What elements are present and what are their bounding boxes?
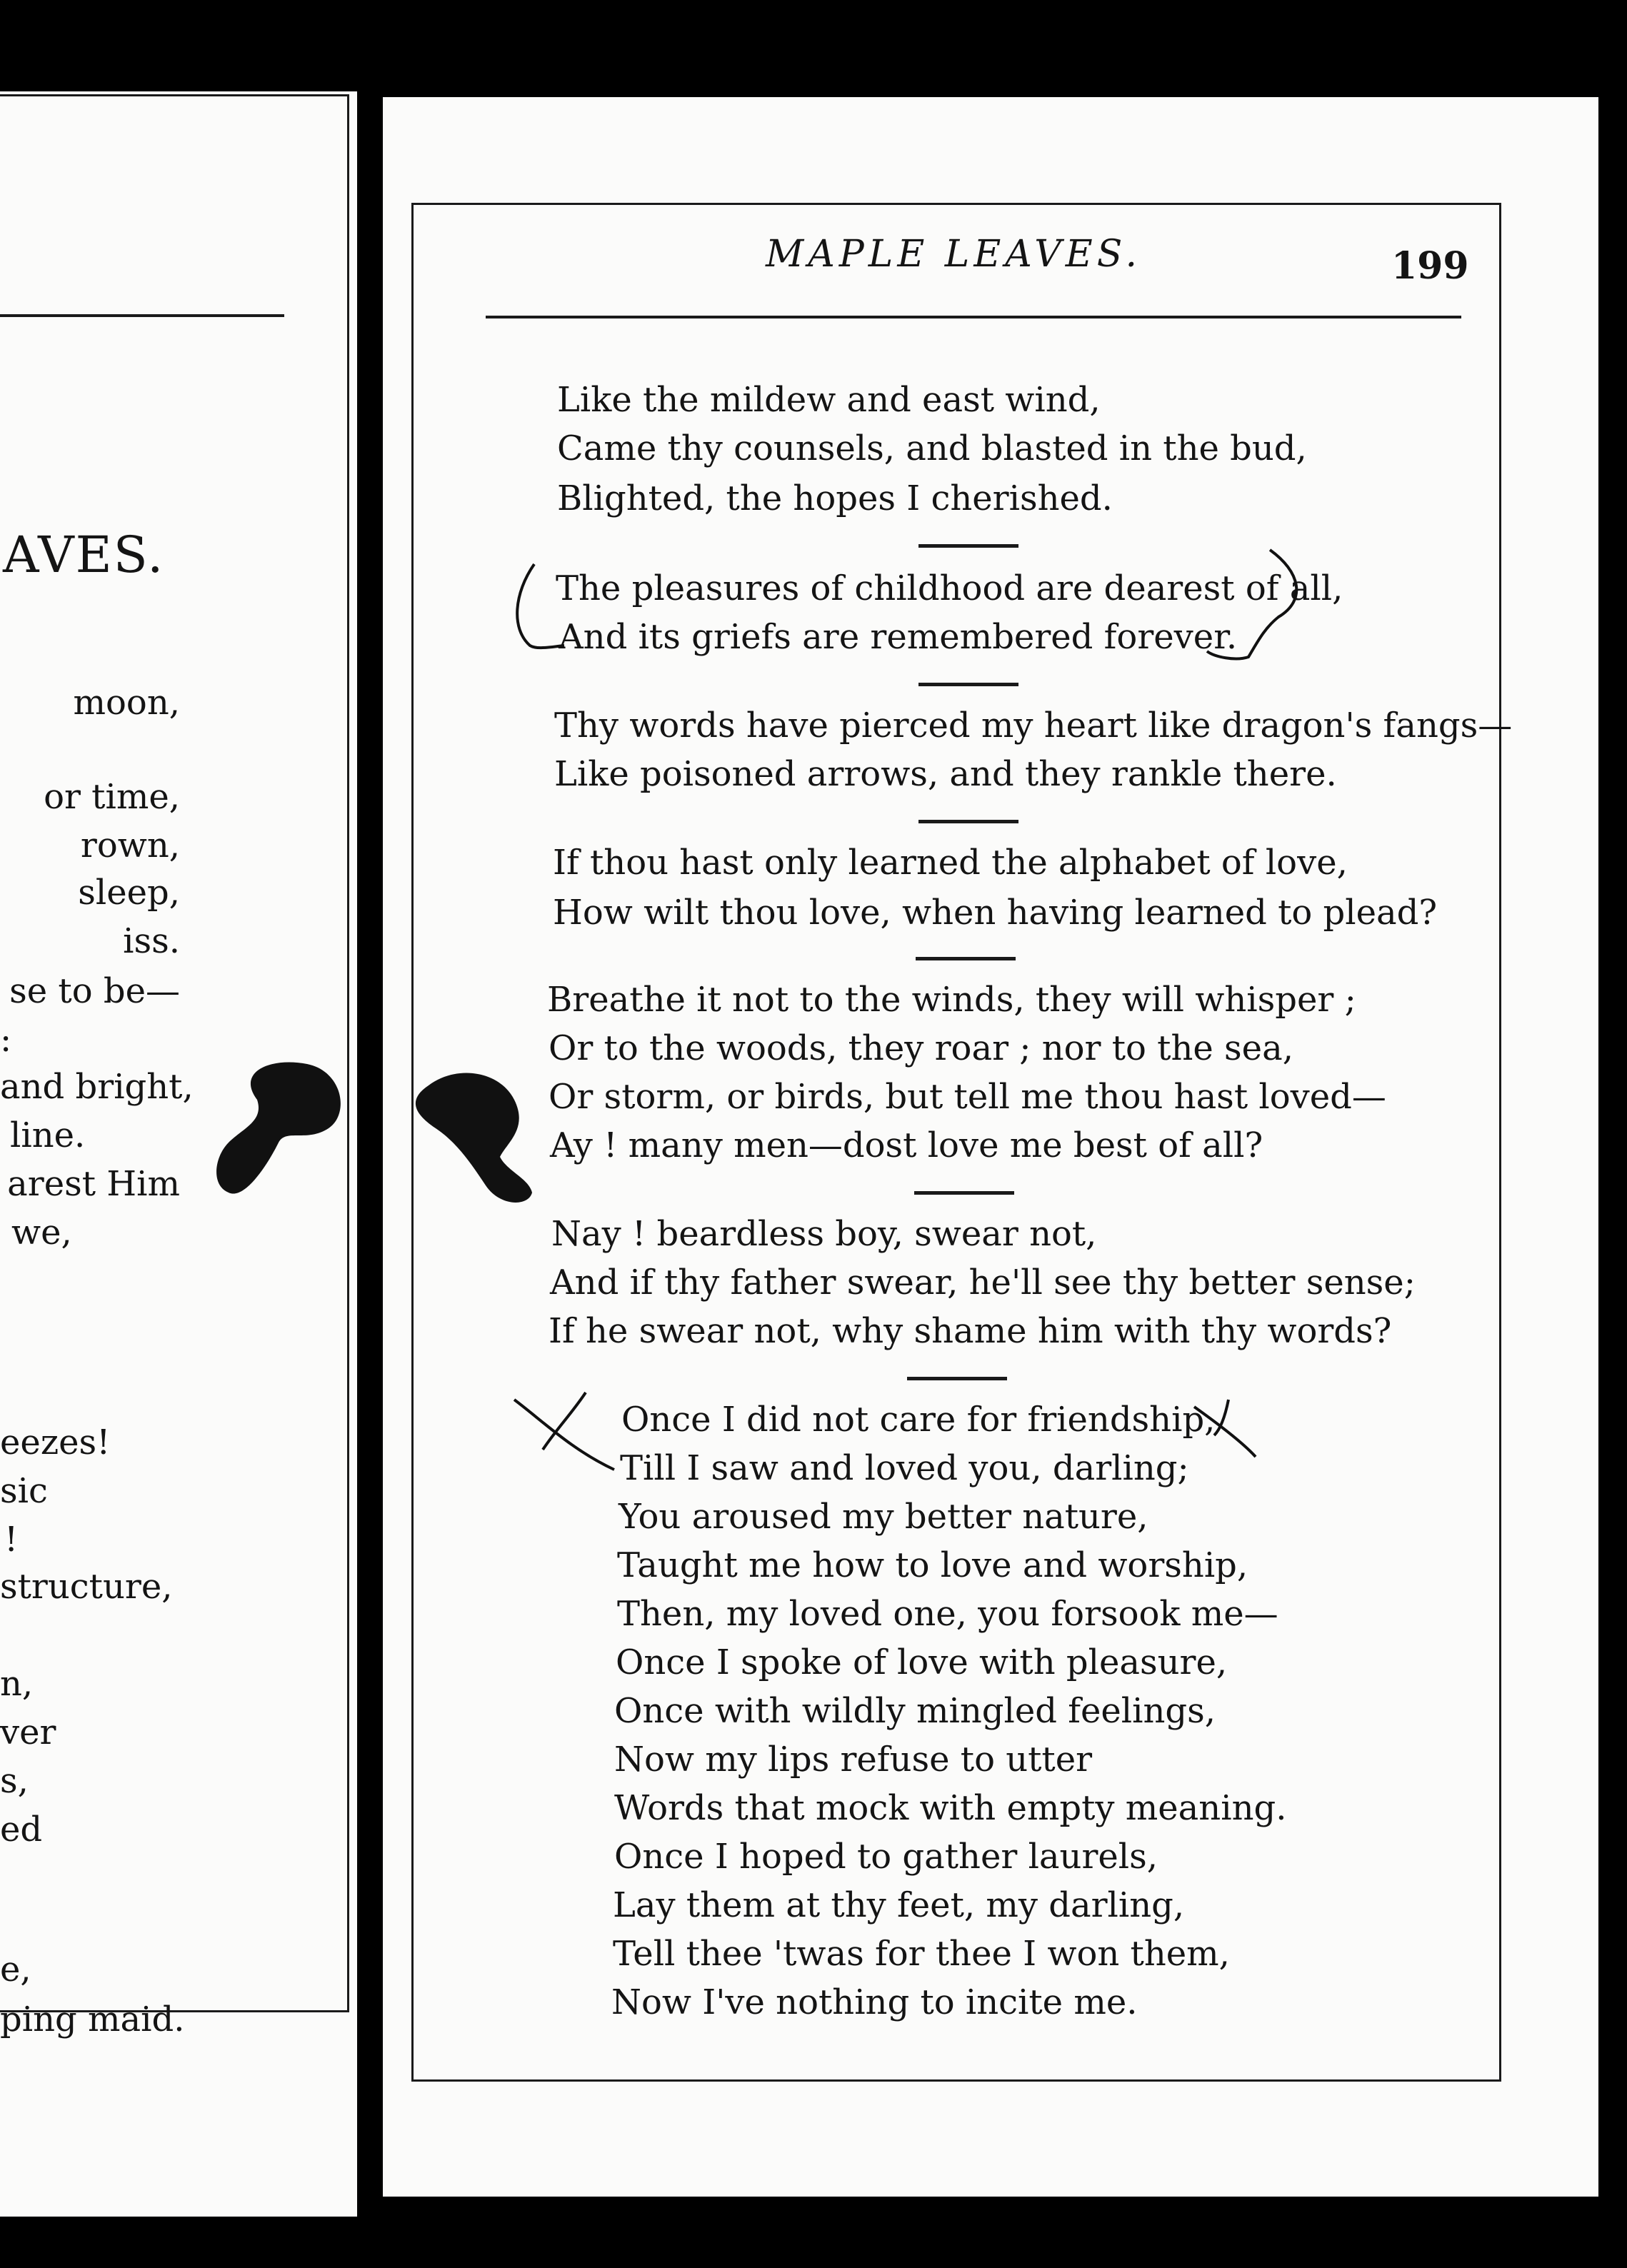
poem-line: Nay ! beardless boy, swear not, — [551, 1214, 1097, 1254]
poem-line: Once with wildly mingled feelings, — [614, 1691, 1216, 1731]
poem-line: Like the mildew and east wind, — [557, 380, 1101, 420]
left-line-fragment: se to be— — [9, 971, 180, 1011]
left-line-fragment: s, — [0, 1761, 29, 1801]
poem-line: Lay them at thy feet, my darling, — [613, 1885, 1185, 1925]
left-line-fragment: arest Him — [7, 1164, 180, 1204]
poem-line: The pleasures of childhood are dearest of all, — [556, 568, 1343, 608]
poem-line: Blighted, the hopes I cherished. — [557, 478, 1113, 518]
poem-line: How wilt thou love, when having learned to plead? — [553, 893, 1438, 933]
left-line-fragment: ! — [4, 1520, 19, 1560]
running-head: MAPLE LEAVES. — [766, 233, 1142, 276]
poem-line: Like poisoned arrows, and they rankle there. — [554, 754, 1337, 794]
left-line-fragment: rown, — [80, 826, 180, 865]
left-line-fragment: ping maid. — [0, 1999, 185, 2039]
left-line-fragment: line. — [10, 1115, 86, 1155]
poem-line: Once I spoke of love with pleasure, — [616, 1642, 1228, 1682]
left-line-fragment: or time, — [44, 777, 180, 817]
left-line-fragment: we, — [11, 1213, 72, 1253]
poem-line: Till I saw and loved you, darling; — [620, 1448, 1189, 1488]
poem-line: Then, my loved one, you forsook me— — [617, 1594, 1278, 1634]
bracket-close — [1207, 550, 1296, 658]
poem-line: You aroused my better nature, — [619, 1497, 1148, 1537]
left-line-fragment: n, — [0, 1664, 34, 1704]
poem-line: Once I did not care for friendship, — [621, 1400, 1216, 1440]
left-line-fragment: sleep, — [78, 873, 180, 913]
page-number: 199 — [1391, 244, 1469, 288]
poem-line: If thou hast only learned the alphabet of love, — [553, 843, 1348, 883]
left-heading-fragment: AVES. — [3, 526, 165, 584]
poem-line: Or storm, or birds, but tell me thou hast loved— — [549, 1077, 1386, 1117]
left-line-fragment: : — [0, 1020, 12, 1060]
ink-blot-right — [416, 1073, 532, 1203]
x-mark-left — [514, 1393, 614, 1470]
left-line-fragment: ver — [0, 1712, 56, 1752]
poem-line: Words that mock with empty meaning. — [614, 1788, 1287, 1828]
poem-line: And if thy father swear, he'll see thy better sense; — [550, 1263, 1416, 1303]
left-line-fragment: and bright, — [0, 1067, 194, 1107]
poem-line: Now I've nothing to incite me. — [611, 1982, 1138, 2022]
left-line-fragment: sic — [0, 1471, 48, 1511]
poem-line: Taught me how to love and worship, — [617, 1545, 1248, 1585]
left-line-fragment: ed — [0, 1810, 43, 1850]
poem-line: Tell thee 'twas for thee I won them, — [613, 1934, 1230, 1974]
left-line-fragment: iss. — [123, 921, 180, 961]
poem-line: Now my lips refuse to utter — [614, 1740, 1093, 1780]
poem-line: And its griefs are remembered forever. — [559, 617, 1238, 657]
poem-line: Once I hoped to gather laurels, — [614, 1837, 1158, 1877]
left-line-fragment: e, — [0, 1950, 31, 1989]
poem-line: Ay ! many men—dost love me best of all? — [550, 1125, 1263, 1165]
poem-line: If he swear not, why shame him with thy words? — [549, 1311, 1392, 1351]
poem-line: Breathe it not to the winds, they will whisper ; — [547, 980, 1356, 1020]
poem-line: Or to the woods, they roar ; nor to the sea, — [549, 1028, 1293, 1068]
left-line-fragment: moon, — [73, 683, 180, 723]
bracket-open — [517, 564, 564, 648]
x-mark-right — [1194, 1400, 1256, 1457]
left-line-fragment: eezes! — [0, 1422, 111, 1462]
poem-line: Thy words have pierced my heart like dragon's fangs— — [554, 706, 1513, 746]
poem-line: Came thy counsels, and blasted in the bud, — [557, 428, 1307, 468]
left-line-fragment: structure, — [0, 1567, 173, 1607]
ink-blot-left — [216, 1062, 341, 1193]
